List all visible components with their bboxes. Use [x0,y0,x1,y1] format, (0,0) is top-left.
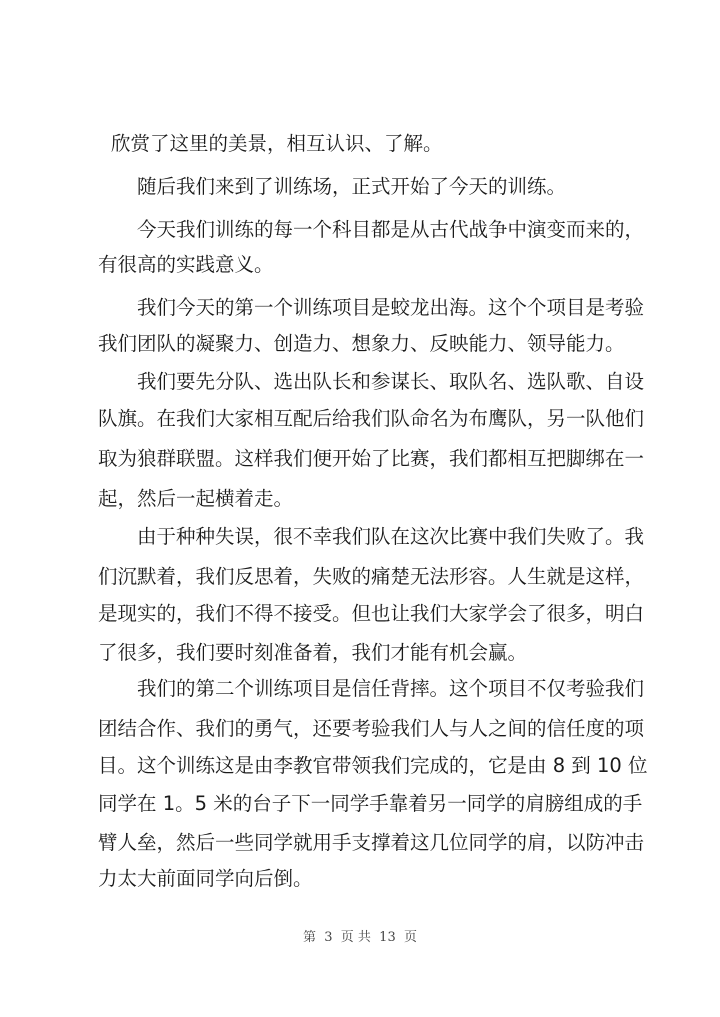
text-line: 由于种种失误，很不幸我们队在这次比赛中我们失败了。我 [137,525,645,548]
text-line: 取为狼群联盟。这样我们便开始了比赛，我们都相互把脚绑在一 [98,447,645,470]
text-line: 我们团队的凝聚力、创造力、想象力、反映能力、领导能力。 [98,332,625,355]
text-line: 队旗。在我们大家相互配后给我们队命名为布鹰队，另一队他们 [98,407,645,430]
text-line: 起，然后一起横着走。 [98,487,294,510]
text-line: 我们要先分队、选出队长和参谋长、取队名、选队歌、自设 [137,370,645,393]
page-number-footer: 第 3 页 共 13 页 [302,930,417,945]
text-line: 同学在 1。5 米的台子下一同学手靠着另一同学的肩膀组成的手 [98,792,643,815]
text-line: 欣赏了这里的美景，相互认识、了解。 [111,132,443,155]
text-line: 团结合作、我们的勇气，还要考验我们人与人之间的信任度的项 [98,717,645,740]
text-line: 力太大前面同学向后倒。 [98,867,313,890]
text-line: 了很多，我们要时刻准备着，我们才能有机会赢。 [98,641,528,664]
text-line: 我们今天的第一个训练项目是蛟龙出海。这个个项目是考验 [137,296,645,319]
text-line: 随后我们来到了训练场，正式开始了今天的训练。 [137,175,567,198]
text-line: 是现实的，我们不得不接受。但也让我们大家学会了很多，明白 [98,602,645,625]
text-line: 目。这个训练这是由李教官带领我们完成的，它是由 8 到 10 位 [98,754,648,777]
text-line: 今天我们训练的每一个科目都是从古代战争中演变而来的， [137,218,645,241]
text-line: 臂人垒，然后一些同学就用手支撑着这几位同学的肩，以防冲击 [98,831,645,854]
text-line: 们沉默着，我们反思着，失败的痛楚无法形容。人生就是这样， [98,565,645,588]
text-line: 我们的第二个训练项目是信任背摔。这个项目不仅考验我们 [137,677,645,700]
text-line: 有很高的实践意义。 [98,253,274,276]
